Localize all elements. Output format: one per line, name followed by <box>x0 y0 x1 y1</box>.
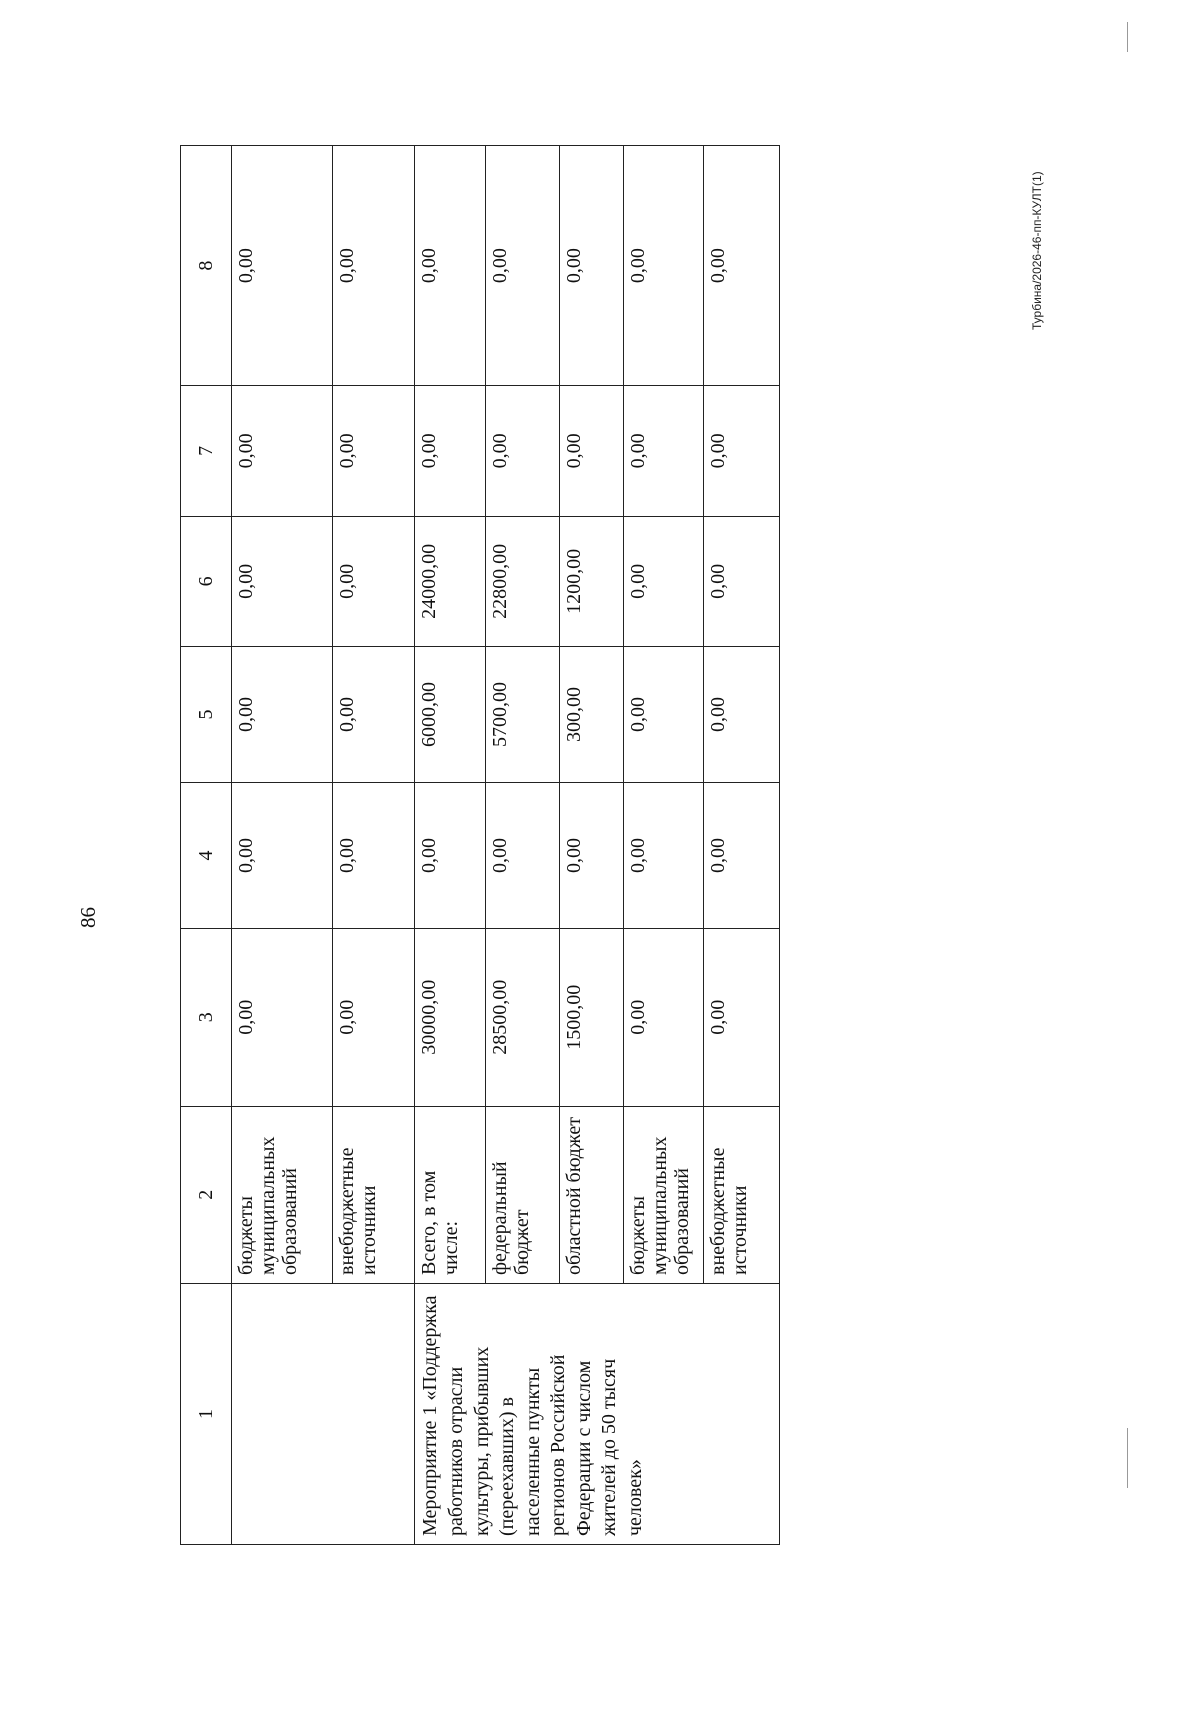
value-cell: 0,00 <box>415 146 486 386</box>
value-cell: 0,00 <box>486 146 559 386</box>
header-cell: 7 <box>181 386 232 517</box>
value-cell: 0,00 <box>232 516 333 647</box>
activity-cell: Мероприятие 1 «Поддержка работников отрасли культуры, прибывших (переехавших) в населенные пункты регионов Российской Федерации с числом жителей до 50 тысяч человек» <box>415 1284 780 1545</box>
value-cell: 0,00 <box>486 386 559 517</box>
value-cell: 0,00 <box>333 146 415 386</box>
source-cell: внебюджетные источники <box>333 1106 415 1283</box>
value-cell: 28500,00 <box>486 929 559 1106</box>
value-cell: 1200,00 <box>559 516 624 647</box>
value-cell: 0,00 <box>232 146 333 386</box>
header-cell: 1 <box>181 1284 232 1545</box>
value-cell: 0,00 <box>704 782 780 928</box>
value-cell: 24000,00 <box>415 516 486 647</box>
scan-mark-bottom <box>1127 1428 1128 1488</box>
source-cell: бюджеты муниципальных образований <box>232 1106 333 1283</box>
value-cell: 300,00 <box>559 647 624 783</box>
value-cell: 0,00 <box>704 516 780 647</box>
value-cell: 22800,00 <box>486 516 559 647</box>
header-cell: 4 <box>181 782 232 928</box>
value-cell: 0,00 <box>704 647 780 783</box>
value-cell: 1500,00 <box>559 929 624 1106</box>
source-cell: областной бюджет <box>559 1106 624 1283</box>
header-cell: 8 <box>181 146 232 386</box>
value-cell: 0,00 <box>624 782 704 928</box>
value-cell: 0,00 <box>333 386 415 517</box>
value-cell: 0,00 <box>624 647 704 783</box>
value-cell: 0,00 <box>704 386 780 517</box>
source-cell: Всего, в том числе: <box>415 1106 486 1283</box>
value-cell: 0,00 <box>232 386 333 517</box>
value-cell: 0,00 <box>333 782 415 928</box>
header-cell: 3 <box>181 929 232 1106</box>
header-row <box>181 146 232 1545</box>
header-cell: 2 <box>181 1106 232 1283</box>
value-cell: 0,00 <box>559 146 624 386</box>
table-row <box>232 146 333 1545</box>
header-cell: 5 <box>181 647 232 783</box>
value-cell: 0,00 <box>333 516 415 647</box>
value-cell: 0,00 <box>704 929 780 1106</box>
value-cell: 0,00 <box>333 929 415 1106</box>
value-cell: 0,00 <box>704 146 780 386</box>
finance-table <box>180 145 780 1545</box>
document-code: Турбина/2026-46-пп-КУЛТ(1) <box>1030 171 1044 330</box>
source-cell: федеральный бюджет <box>486 1106 559 1283</box>
value-cell: 0,00 <box>415 782 486 928</box>
value-cell: 0,00 <box>333 647 415 783</box>
value-cell: 0,00 <box>559 386 624 517</box>
value-cell: 0,00 <box>624 386 704 517</box>
value-cell: 0,00 <box>486 782 559 928</box>
activity-cell-empty <box>232 1284 415 1545</box>
table-row <box>415 146 486 1545</box>
header-cell: 6 <box>181 516 232 647</box>
source-cell: бюджеты муниципальных образований <box>624 1106 704 1283</box>
value-cell: 0,00 <box>232 647 333 783</box>
value-cell: 0,00 <box>624 929 704 1106</box>
value-cell: 0,00 <box>415 386 486 517</box>
value-cell: 30000,00 <box>415 929 486 1106</box>
value-cell: 0,00 <box>559 782 624 928</box>
value-cell: 0,00 <box>624 146 704 386</box>
value-cell: 0,00 <box>232 782 333 928</box>
source-cell: внебюджетные источники <box>704 1106 780 1283</box>
value-cell: 0,00 <box>232 929 333 1106</box>
rotated-page-content <box>180 145 780 1545</box>
page-number: 86 <box>76 907 100 928</box>
scan-mark-top <box>1127 22 1128 52</box>
value-cell: 5700,00 <box>486 647 559 783</box>
value-cell: 6000,00 <box>415 647 486 783</box>
value-cell: 0,00 <box>624 516 704 647</box>
